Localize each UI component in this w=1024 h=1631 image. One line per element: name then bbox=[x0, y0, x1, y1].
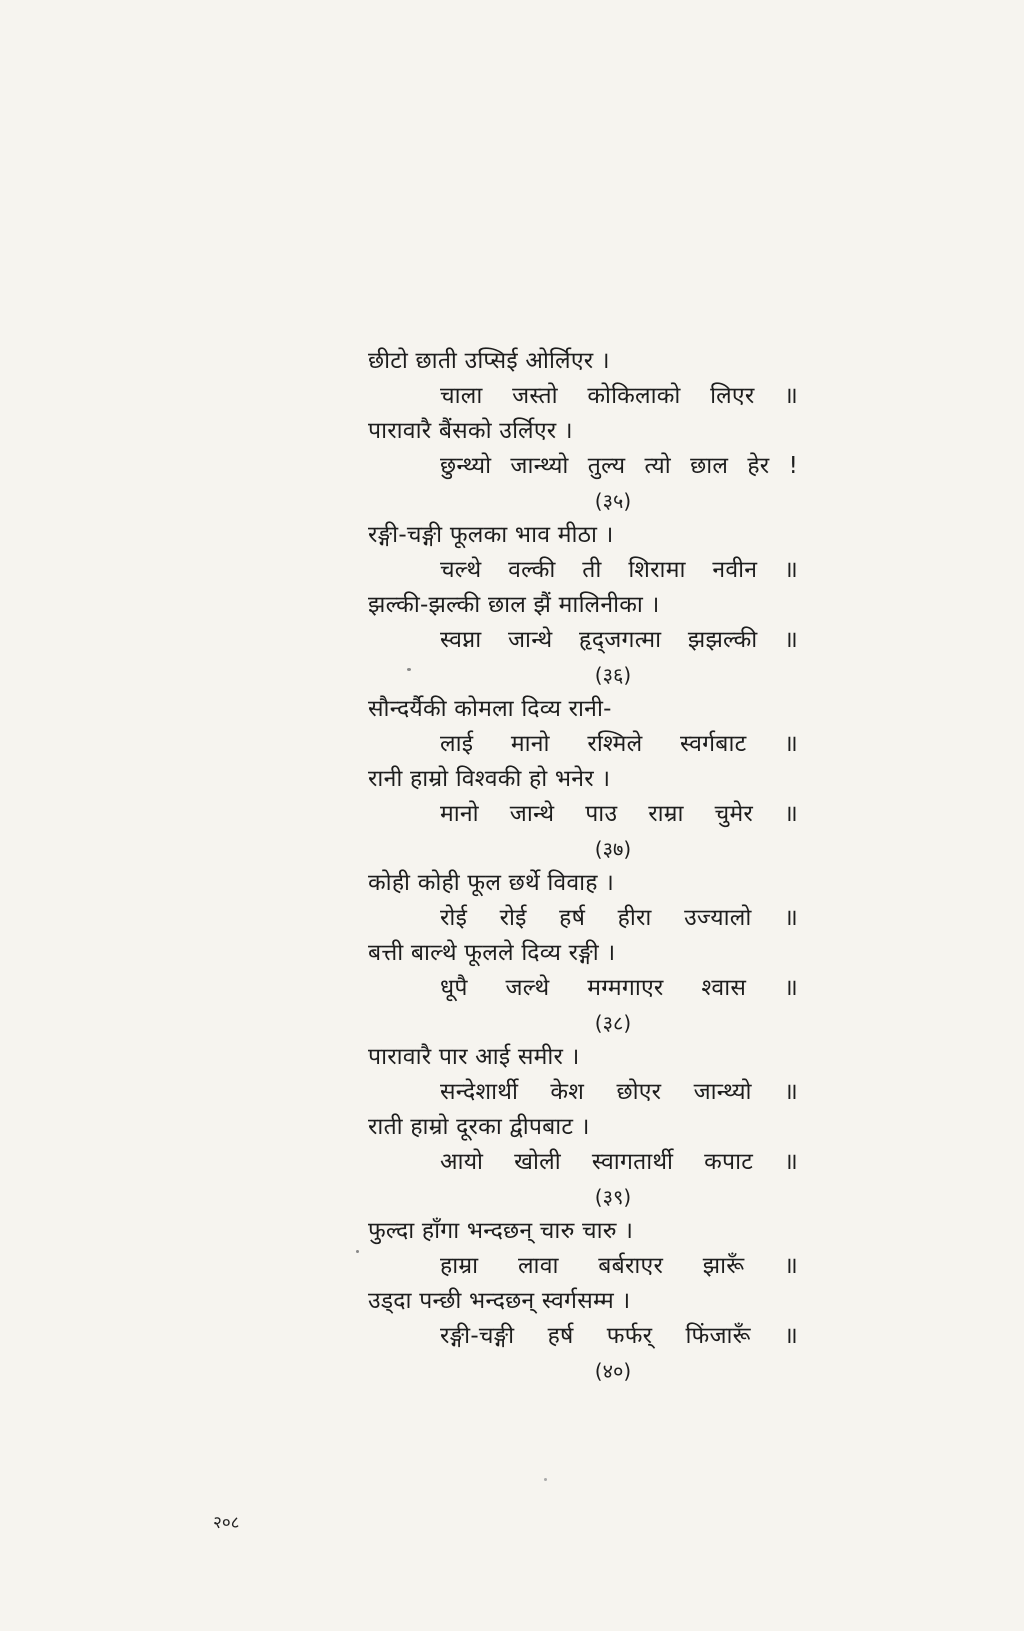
stanza-number: (४०) bbox=[594, 1359, 632, 1383]
stanza-number: (३६) bbox=[594, 663, 632, 687]
verse-line: आयो खोली स्वागतार्थी कपाट ॥ bbox=[440, 1149, 798, 1175]
verse-line: बत्ती बाल्थे फूलले दिव्य रङ्गी । bbox=[368, 940, 616, 966]
verse-line: चाला जस्तो कोकिलाको लिएर ॥ bbox=[440, 383, 798, 409]
page-number: २०८ bbox=[213, 1513, 240, 1533]
verse-line: धूपै जल्थे मग्मगाएर श्वास ॥ bbox=[440, 975, 798, 1001]
stanza-37 bbox=[368, 692, 798, 866]
verse-line: रोई रोई हर्ष हीरा उज्यालो ॥ bbox=[440, 905, 798, 931]
stanza-40 bbox=[368, 1214, 798, 1388]
ink-speck bbox=[407, 668, 411, 671]
verse-line: झल्की-झल्की छाल झैं मालिनीका । bbox=[368, 592, 660, 618]
stanza-35 bbox=[368, 344, 798, 518]
verse-line: उड्दा पन्छी भन्दछन् स्वर्गसम्म । bbox=[368, 1288, 631, 1314]
verse-line: कोही कोही फूल छर्थे विवाह । bbox=[368, 870, 615, 896]
verse-line: छुन्थ्यो जान्थ्यो तुल्य त्यो छाल हेर ! bbox=[440, 453, 798, 479]
verse-line: रङ्गी-चङ्गी फूलका भाव मीठा । bbox=[368, 522, 614, 548]
stanza-38 bbox=[368, 866, 798, 1040]
verse-line: राती हाम्रो दूरका द्वीपबाट । bbox=[368, 1114, 590, 1140]
verse-line: चल्थे वल्की ती शिरामा नवीन ॥ bbox=[440, 557, 798, 583]
stanza-number: (३५) bbox=[594, 489, 632, 513]
stanza-39 bbox=[368, 1040, 798, 1214]
ink-speck bbox=[544, 1478, 547, 1481]
verse-line: फुल्दा हाँगा भन्दछन् चारु चारु । bbox=[368, 1218, 634, 1244]
poem-body bbox=[368, 344, 798, 1388]
verse-line: मानो जान्थे पाउ राम्रा चुमेर ॥ bbox=[440, 801, 798, 827]
verse-line: छीटो छाती उप्सिई ओर्लिएर । bbox=[368, 348, 610, 374]
stanza-36 bbox=[368, 518, 798, 692]
ink-speck bbox=[356, 1250, 359, 1253]
verse-line: रानी हाम्रो विश्वकी हो भनेर । bbox=[368, 766, 611, 792]
stanza-number: (३९) bbox=[594, 1185, 632, 1209]
stanza-number: (३७) bbox=[594, 837, 632, 861]
verse-line: सौन्दर्यैकी कोमला दिव्य रानी- bbox=[368, 696, 612, 722]
verse-line: लाई मानो रश्मिले स्वर्गबाट ॥ bbox=[440, 731, 798, 757]
stanza-number: (३८) bbox=[594, 1011, 632, 1035]
verse-line: रङ्गी-चङ्गी हर्ष फर्फर् फिंजारूँ ॥ bbox=[440, 1323, 798, 1349]
verse-line: पारावारै पार आई समीर । bbox=[368, 1044, 580, 1070]
verse-line: पारावारै बैंसको उर्लिएर । bbox=[368, 418, 573, 444]
verse-line: स्वप्ना जान्थे हृद्जगत्मा झझल्की ॥ bbox=[440, 627, 798, 653]
verse-line: हाम्रा लावा बर्बराएर झारूँ ॥ bbox=[440, 1253, 798, 1279]
verse-line: सन्देशार्थी केश छोएर जान्थ्यो ॥ bbox=[440, 1079, 798, 1105]
